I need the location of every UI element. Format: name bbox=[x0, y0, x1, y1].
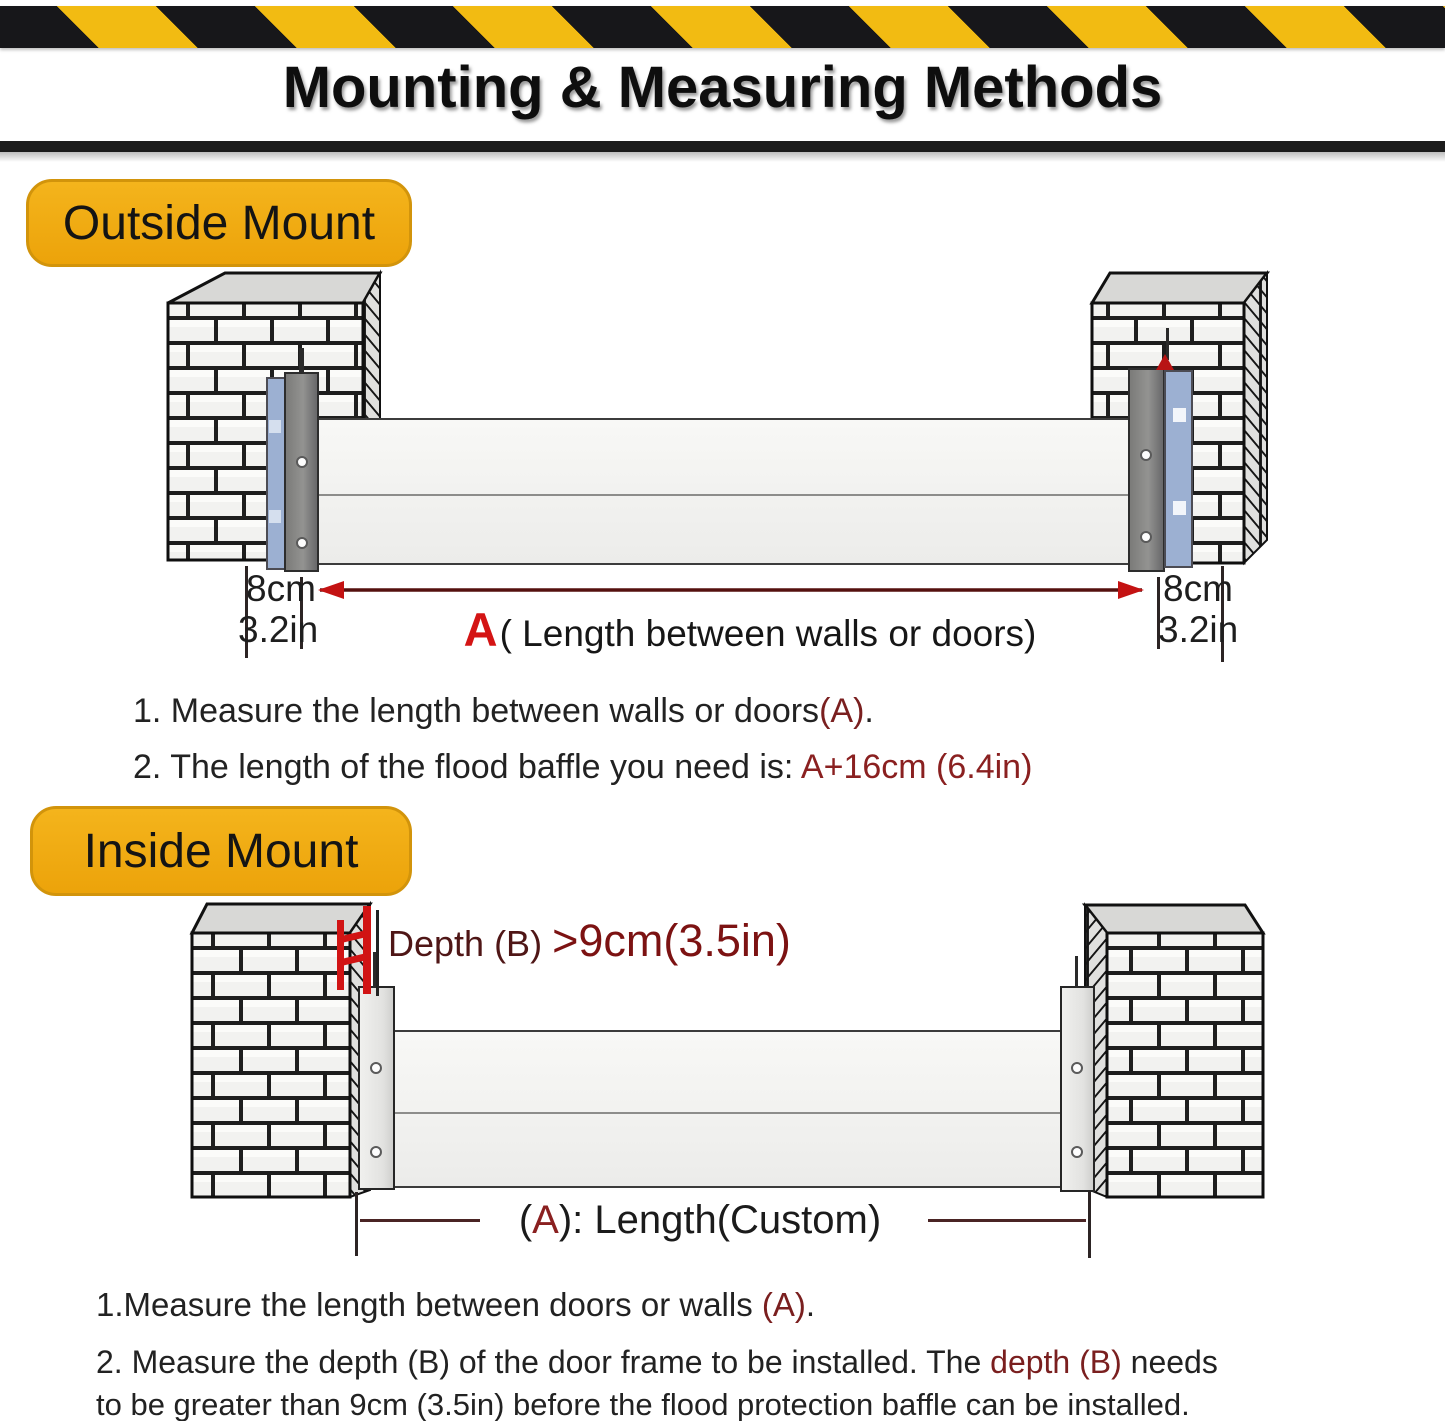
dim-line bbox=[1088, 1192, 1091, 1258]
right-offset-cm: 8cm bbox=[1163, 568, 1233, 609]
inside-step-1: 1.Measure the length between doors or walls (A). bbox=[96, 1286, 816, 1323]
channel-pin bbox=[299, 348, 304, 374]
header-divider-shadow bbox=[0, 152, 1445, 162]
barrier-panel-divider bbox=[316, 494, 1128, 496]
screw-hole bbox=[1071, 1146, 1083, 1158]
right-seal-strip bbox=[1164, 370, 1193, 568]
red-marker-icon bbox=[1152, 352, 1178, 372]
depth-annotation bbox=[388, 915, 791, 967]
screw-hole bbox=[1140, 449, 1152, 461]
outside-mount-label: Outside Mount bbox=[26, 179, 412, 267]
left-mount-channel bbox=[358, 986, 395, 1190]
length-a-label bbox=[420, 602, 1080, 657]
inside-step-2: 2. Measure the depth (B) of the door frame to be installed. The depth (B) needs bbox=[96, 1344, 1218, 1380]
screw-hole bbox=[296, 537, 308, 549]
dim-line bbox=[928, 1219, 1086, 1222]
dim-line bbox=[355, 1192, 358, 1256]
outside-step-1: 1. Measure the length between walls or doors(A). bbox=[133, 692, 874, 730]
screw-hole bbox=[1140, 531, 1152, 543]
inside-mount-label: Inside Mount bbox=[30, 806, 412, 896]
screw-hole bbox=[1071, 1062, 1083, 1074]
right-mount-channel bbox=[1060, 986, 1095, 1192]
seal-spot bbox=[1173, 408, 1186, 422]
inside-right-brick-wall bbox=[1075, 898, 1275, 1203]
barrier-panel-divider bbox=[393, 1112, 1061, 1114]
label-a-text: ( Length between walls or doors) bbox=[499, 613, 1037, 654]
left-offset-cm: 8cm bbox=[246, 568, 316, 609]
length-measure-arrow bbox=[302, 577, 1160, 603]
left-offset-in: 3.2in bbox=[238, 609, 319, 650]
flood-barrier-panels bbox=[391, 1030, 1063, 1188]
seal-spot bbox=[269, 420, 281, 433]
screw-hole bbox=[370, 1062, 382, 1074]
custom-length-label: (A): Length(Custom) bbox=[518, 1198, 882, 1242]
seal-spot bbox=[1173, 501, 1186, 515]
screw-hole bbox=[370, 1146, 382, 1158]
right-offset-in: 3.2in bbox=[1158, 609, 1239, 650]
depth-label: Depth (B) bbox=[388, 923, 553, 964]
depth-marker-icon bbox=[332, 902, 386, 998]
outside-steps bbox=[133, 692, 1032, 787]
dim-line bbox=[360, 1219, 480, 1222]
inside-step-2-cont: to be greater than 9cm (3.5in) before the flood protection baffle can be installed. bbox=[96, 1387, 1190, 1421]
page-title: Mounting & Measuring Methods bbox=[282, 55, 1163, 120]
channel-pin bbox=[1075, 956, 1078, 988]
left-seal-strip bbox=[266, 377, 286, 570]
screw-hole bbox=[296, 456, 308, 468]
depth-value: >9cm(3.5in) bbox=[552, 915, 791, 966]
inside-steps bbox=[96, 1286, 1218, 1421]
header-divider-bar bbox=[0, 141, 1445, 152]
label-a: A bbox=[463, 603, 498, 656]
seal-spot bbox=[269, 510, 281, 523]
flood-barrier-panels bbox=[314, 418, 1130, 565]
outside-step-2: 2. The length of the flood baffle you need is: A+16cm (6.4in) bbox=[133, 748, 1033, 786]
caution-stripe-band bbox=[0, 6, 1445, 48]
